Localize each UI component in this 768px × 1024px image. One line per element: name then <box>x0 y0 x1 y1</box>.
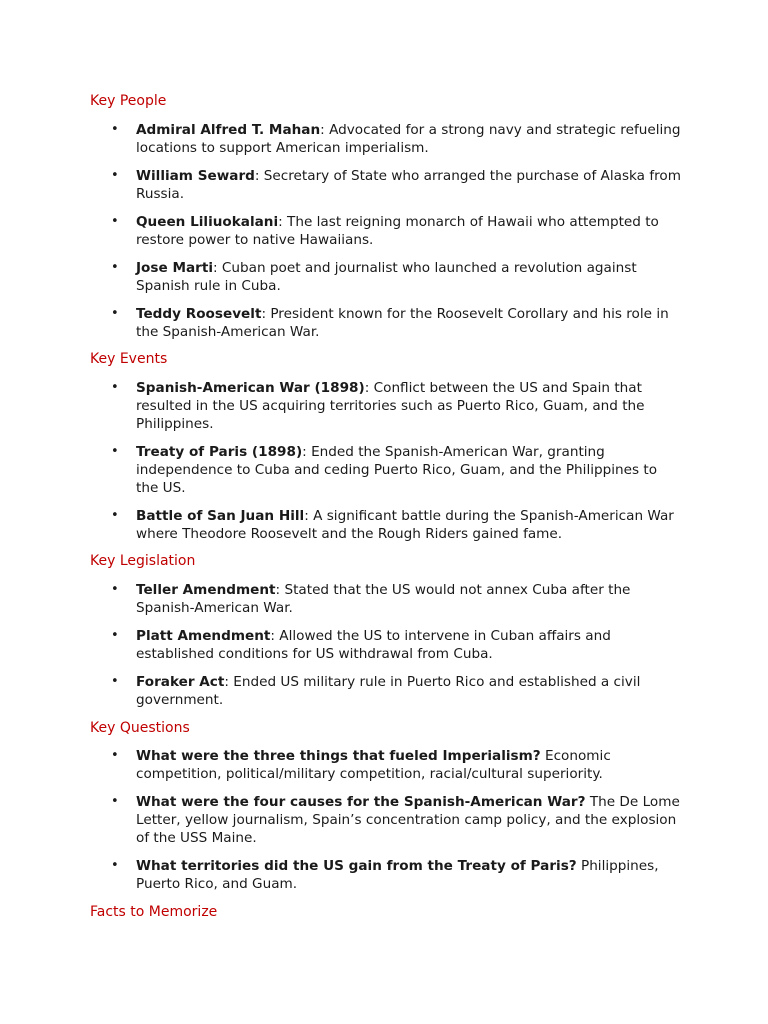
bullet-icon: • <box>111 444 119 459</box>
bullet-icon: • <box>111 582 119 597</box>
list-item <box>0 673 768 709</box>
item-desc: : Cuban poet and journalist who launched a revolution against Spanish rule in Cuba. <box>136 260 637 294</box>
list-item <box>0 627 768 663</box>
list-item <box>0 443 768 497</box>
item-term: Admiral Alfred T. Mahan <box>136 122 321 138</box>
item-term: What territories did the US gain from the Treaty of Paris? <box>136 858 577 874</box>
section-heading-key-questions: Key Questions <box>90 720 190 736</box>
item-desc: : Ended US military rule in Puerto Rico and established a civil government. <box>136 674 641 708</box>
item-term: William Seward <box>136 168 255 184</box>
item-term: What were the three things that fueled Imperialism? <box>136 748 541 764</box>
list-key-questions <box>0 747 768 903</box>
bullet-icon: • <box>111 380 119 395</box>
bullet-icon: • <box>111 674 119 689</box>
item-term: Battle of San Juan Hill <box>136 508 305 524</box>
item-term: Teller Amendment <box>136 582 276 598</box>
section-heading-facts-to-memorize: Facts to Memorize <box>90 904 218 920</box>
bullet-icon: • <box>111 794 119 809</box>
section-heading-key-legislation: Key Legislation <box>90 553 196 569</box>
bullet-icon: • <box>111 260 119 275</box>
bullet-icon: • <box>111 168 119 183</box>
item-desc: : Conflict between the US and Spain that resulted in the US acquiring territories such as Puerto Rico, Guam, and the Philippines. <box>136 380 645 432</box>
bullet-icon: • <box>111 122 119 137</box>
item-term: What were the four causes for the Spanish-American War? <box>136 794 586 810</box>
item-term: Queen Liliuokalani <box>136 214 279 230</box>
list-item <box>0 857 768 893</box>
list-key-legislation <box>0 581 768 719</box>
list-item <box>0 379 768 433</box>
list-item <box>0 121 768 157</box>
item-desc: : The last reigning monarch of Hawaii who attempted to restore power to native Hawaiians. <box>136 214 659 248</box>
bullet-icon: • <box>111 628 119 643</box>
list-item <box>0 793 768 847</box>
item-term: Foraker Act <box>136 674 225 690</box>
list-item <box>0 305 768 341</box>
item-desc: : Allowed the US to intervene in Cuban affairs and established conditions for US withdrawal from Cuba. <box>136 628 611 662</box>
list-key-events <box>0 379 768 553</box>
bullet-icon: • <box>111 508 119 523</box>
list-item <box>0 213 768 249</box>
item-term: Platt Amendment <box>136 628 271 644</box>
bullet-icon: • <box>111 306 119 321</box>
list-item <box>0 747 768 783</box>
list-item <box>0 581 768 617</box>
item-desc: : Advocated for a strong navy and strategic refueling locations to support American imperialism. <box>136 122 681 156</box>
list-item <box>0 259 768 295</box>
item-desc: : Stated that the US would not annex Cuba after the Spanish-American War. <box>136 582 631 616</box>
section-heading-key-people: Key People <box>90 93 167 109</box>
bullet-icon: • <box>111 858 119 873</box>
list-item <box>0 507 768 543</box>
list-key-people <box>0 121 768 351</box>
item-desc: : Secretary of State who arranged the purchase of Alaska from Russia. <box>136 168 681 202</box>
item-term: Jose Marti <box>136 260 214 276</box>
item-term: Treaty of Paris (1898) <box>136 444 303 460</box>
item-desc: Economic competition, political/military competition, racial/cultural superiority. <box>136 748 611 782</box>
item-term: Spanish-American War (1898) <box>136 380 365 396</box>
item-desc: Philippines, Puerto Rico, and Guam. <box>136 858 659 892</box>
list-item <box>0 167 768 203</box>
bullet-icon: • <box>111 748 119 763</box>
item-term: Teddy Roosevelt <box>136 306 262 322</box>
section-heading-key-events: Key Events <box>90 351 168 367</box>
bullet-icon: • <box>111 214 119 229</box>
item-desc: : A significant battle during the Spanish-American War where Theodore Roosevelt and the Rough Riders gained fame. <box>136 508 674 542</box>
item-desc: : President known for the Roosevelt Corollary and his role in the Spanish-American War. <box>136 306 669 340</box>
item-desc: The De Lome Letter, yellow journalism, Spain’s concentration camp policy, and the explosion of the USS Maine. <box>136 794 680 846</box>
item-desc: : Ended the Spanish-American War, granting independence to Cuba and ceding Puerto Rico, Guam, and the Philippines to the US. <box>136 444 658 496</box>
